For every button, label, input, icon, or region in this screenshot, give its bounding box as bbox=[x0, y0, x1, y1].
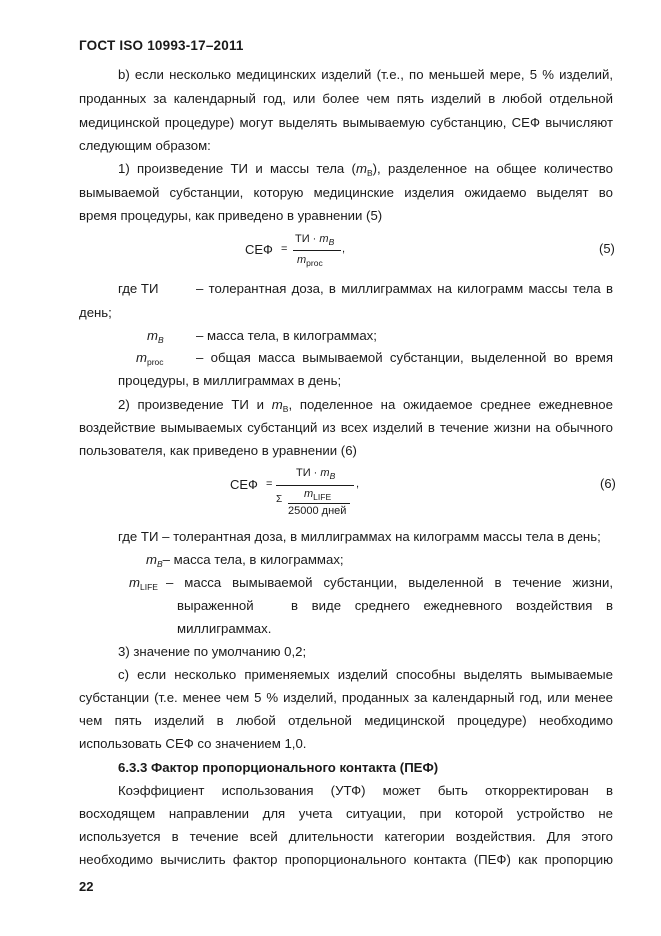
eq5-numerator: ТИ · $m_B$ bbox=[295, 233, 335, 247]
eq6-numerator: ТИ · $m_B$ bbox=[296, 467, 336, 481]
eq6-inner-denominator: 25000 дней bbox=[288, 505, 347, 517]
section-line: используется в течение всей длительности категории воздействия. Для этого bbox=[79, 829, 613, 844]
section-line: Коэффициент использования (УТФ) может быть откорректирован в bbox=[118, 783, 613, 798]
eq6-lhs: СЕФ bbox=[230, 477, 258, 492]
mproc-cont: процедуры, в миллиграммах в день; bbox=[118, 373, 342, 388]
mb-symbol: $m_B$ bbox=[147, 328, 164, 345]
item-1-line: 1) произведение ТИ и массы тела $(m_B)$, разделенное на общее количество bbox=[118, 161, 613, 178]
eq6-inner-numerator: $m_{LIFE}$ bbox=[304, 488, 332, 502]
default-value-line: 3) значение по умолчанию 0,2; bbox=[118, 644, 307, 659]
section-line: восходящем направлении для учета ситуации, при которой устройство не bbox=[79, 806, 613, 821]
mb-text: – масса тела, в килограммах; bbox=[196, 328, 377, 343]
where-ti-text: – толерантная доза, в миллиграммах на килограмм массы тела в bbox=[196, 281, 613, 296]
eq5-comma: , bbox=[342, 243, 346, 255]
mlife-cont: миллиграммах. bbox=[177, 621, 272, 636]
eq5-fraction-bar bbox=[293, 250, 341, 251]
eq6-inner-fraction-bar bbox=[288, 503, 350, 504]
item-2-line: пользователя, как приведено в уравнении (6) bbox=[79, 443, 357, 458]
item-1-line: время процедуры, как приведено в уравнении (5) bbox=[79, 208, 383, 223]
eq5-number: (5) bbox=[599, 241, 615, 256]
paragraph-b-line: b) если несколько медицинских изделий (т.е., по меньшей мере, 5 % изделий, bbox=[118, 67, 613, 82]
section-line: необходимо вычислить фактор пропорционального контакта (ПЕФ) как пропорцию bbox=[79, 852, 613, 867]
item-1-line: вымываемой субстанции, которую медицинские изделия ожидаемо выделят во bbox=[79, 185, 613, 200]
item-2-line: воздействие вымываемых субстанций из всех изделий в течение жизни на обычного bbox=[79, 420, 613, 435]
eq6-fraction-bar bbox=[276, 485, 354, 486]
mlife-cont: выраженной bbox=[177, 598, 254, 613]
section-heading: 6.3.3 Фактор пропорционального контакта (ПЕФ) bbox=[118, 760, 439, 775]
eq5-equals: = bbox=[281, 243, 288, 255]
mlife-text: – масса вымываемой субстанции, выделенной в течение жизни, bbox=[166, 575, 613, 590]
mlife-cont: в виде среднего ежедневного воздействия в bbox=[291, 598, 613, 613]
eq6-number: (6) bbox=[600, 476, 616, 491]
paragraph-c-line: субстанции (т.е. менее чем 5 % изделий, проданных за календарный год, или менее bbox=[79, 690, 613, 705]
where-ti-label: где ТИ bbox=[118, 281, 159, 296]
item-2-line: 2) произведение ТИ и $m_B$, поделенное на ожидаемое среднее ежедневное bbox=[118, 397, 613, 414]
eq5-denominator: $m_{proc}$ bbox=[297, 254, 323, 268]
paragraph-b-line: следующим образом: bbox=[79, 138, 211, 153]
document-header: ГОСТ ISO 10993-17–2011 bbox=[79, 38, 244, 53]
page-number: 22 bbox=[79, 879, 94, 894]
where-ti-cont: день; bbox=[79, 305, 112, 320]
eq6-sigma: Σ bbox=[276, 494, 283, 505]
where2-ti-line: где ТИ – толерантная доза, в миллиграммах на килограмм массы тела в день; bbox=[118, 529, 601, 544]
paragraph-c-line: использовать СЕФ со значением 1,0. bbox=[79, 736, 307, 751]
mproc-symbol: $m_{proc}$ bbox=[136, 350, 164, 367]
paragraph-b-line: проданных за календарный год, или более чем пять изделий в любой отдельной bbox=[79, 91, 613, 106]
paragraph-c-line: с) если несколько применяемых изделий способны выделять вымываемые bbox=[118, 667, 613, 682]
eq5-lhs: СЕФ bbox=[245, 242, 273, 257]
eq6-comma: , bbox=[356, 478, 360, 490]
mlife-symbol: $m_{LIFE}$ bbox=[129, 575, 158, 592]
paragraph-c-line: чем пять изделий в любой отдельной медицинской процедуре) необходимо bbox=[79, 713, 613, 728]
mproc-text: – общая масса вымываемой субстанции, выделенной во время bbox=[196, 350, 613, 365]
mb2-line: $m_B-$ масса тела, в килограммах; bbox=[146, 552, 344, 569]
paragraph-b-line: медицинской процедуре) могут выделять вымываемую субстанцию, СЕФ вычисляют bbox=[79, 115, 613, 130]
eq6-equals: = bbox=[266, 478, 273, 490]
